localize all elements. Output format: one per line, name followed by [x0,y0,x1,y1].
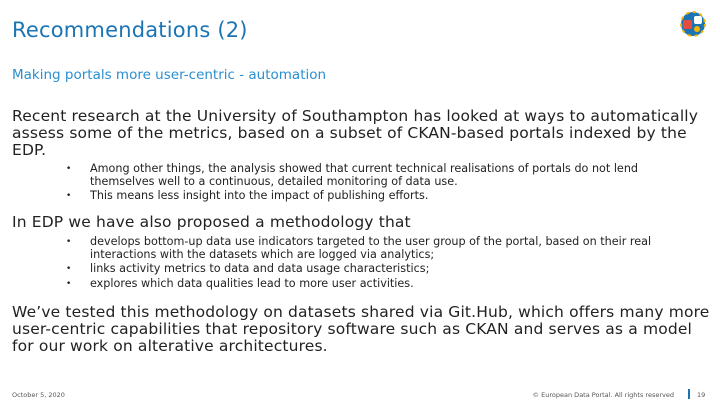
bullet-dot: • [66,191,72,202]
list-item [62,263,712,276]
list-item [62,236,712,261]
slide-title: Recommendations (2) [12,18,248,42]
bullet-dot: • [66,264,72,275]
slide-subtitle: Making portals more user-centric - automation [12,67,327,83]
paragraph-github: We’ve tested this methodology on datasets shared via Git.Hub, which offers many more user-centric capabilities that repository software such as CKAN and serves as a model for our work on alterative architectures. [12,303,710,355]
list-item [62,278,712,291]
bullet-list-methodology [62,236,712,292]
bullet-dot: • [66,237,72,247]
list-item-text: This means less insight into the impact of publishing efforts. [90,189,429,203]
footer-copyright: © European Data Portal. All rights reserved [532,391,674,399]
footer-date: October 5, 2020 [12,391,65,399]
paragraph-methodology: In EDP we have also proposed a methodology that [12,213,411,231]
list-item [62,190,682,203]
page-number: 19 [697,391,706,399]
bullet-dot: • [66,164,72,174]
paragraph-research: Recent research at the University of Southampton has looked at ways to automatically assess some of the metrics, based on a subset of CKAN-based portals indexed by the EDP. [12,107,699,159]
list-item-text: develops bottom-up data use indicators targeted to the user group of the portal, based on their real interactions with the datasets which are logged via analytics; [90,235,652,261]
list-item [62,163,682,188]
list-item-text: links activity metrics to data and data usage characteristics; [90,262,430,276]
bullet-dot: • [66,278,72,289]
bullet-list-analysis [62,163,682,205]
list-item-text: Among other things, the analysis showed that current technical realisations of portals do not lend themselves well to a continuous, detailed monitoring of data use. [90,162,639,188]
european-data-portal-logo-icon [677,8,709,40]
footer-divider [688,389,690,399]
list-item-text: explores which data qualities lead to more user activities. [90,276,414,290]
